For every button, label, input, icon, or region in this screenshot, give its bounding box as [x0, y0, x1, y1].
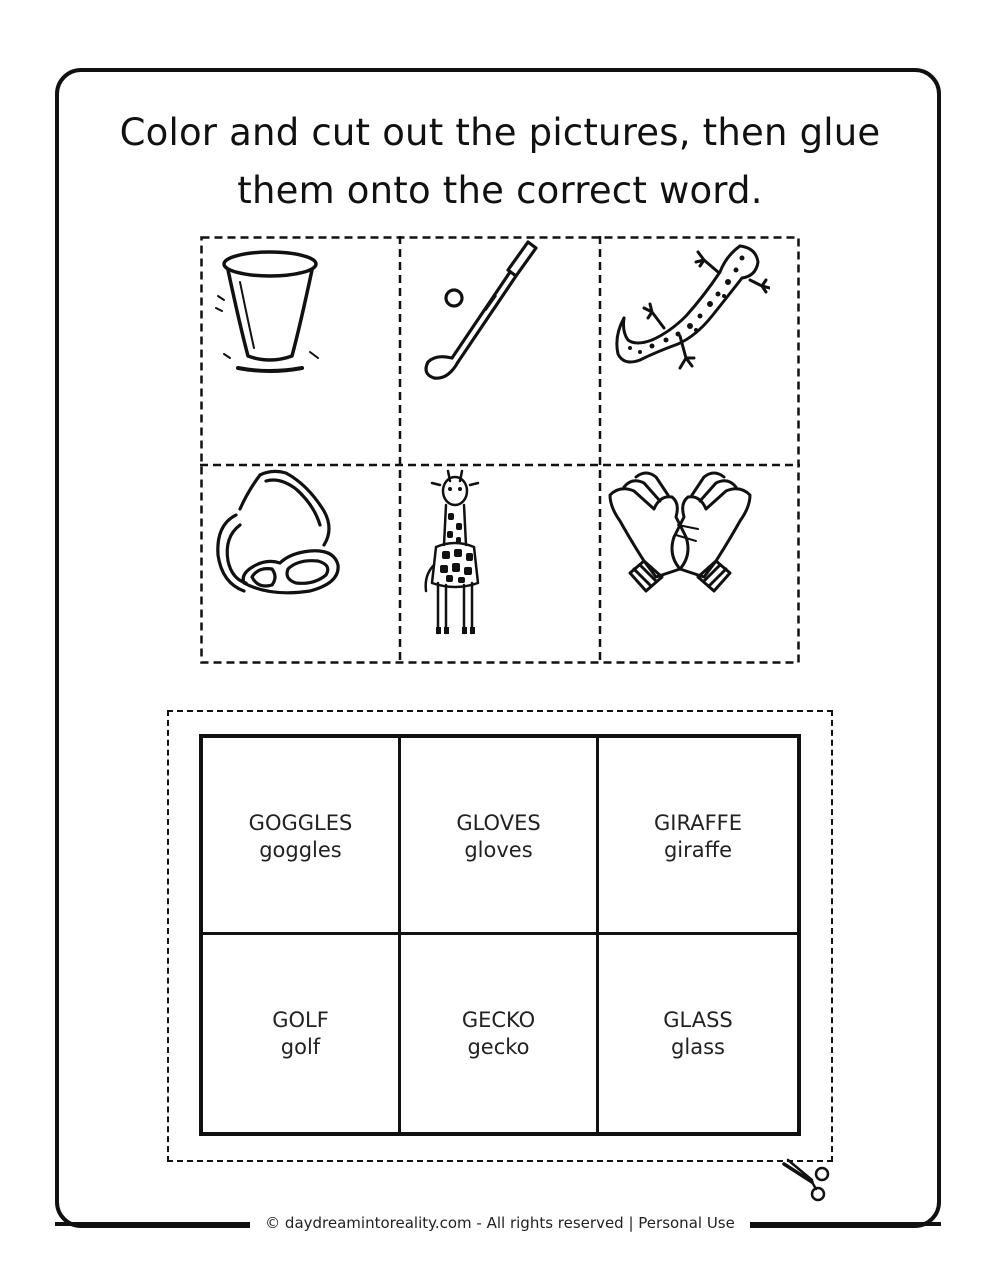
picture-cell-glass[interactable] [200, 236, 400, 465]
picture-cell-golf[interactable] [400, 236, 600, 465]
word-cell-giraffe[interactable] [599, 738, 797, 935]
word-cell-gecko[interactable] [401, 935, 599, 1132]
word-lowercase: glass [671, 1035, 725, 1059]
word-lowercase: golf [280, 1035, 321, 1059]
golf-club-icon [400, 236, 550, 386]
goggles-icon [200, 465, 350, 615]
picture-cell-giraffe[interactable] [400, 465, 600, 664]
word-lowercase: giraffe [663, 838, 733, 862]
word-lowercase: gloves [464, 838, 533, 862]
instructions-line-1: Color and cut out the pictures, then glue [119, 111, 881, 154]
gloves-icon [600, 465, 760, 595]
picture-cutout-grid [200, 236, 800, 664]
instructions-line-2: them onto the correct word. [237, 169, 763, 212]
footer-rule-right [745, 1222, 941, 1226]
word-cell-glass[interactable] [599, 935, 797, 1132]
word-board [199, 734, 801, 1136]
copyright-footer: © daydreamintoreality.com - All rights reserved | Personal Use [250, 1212, 750, 1234]
picture-cell-goggles[interactable] [200, 465, 400, 664]
instructions-heading [60, 104, 940, 220]
word-uppercase: GIRAFFE [654, 811, 742, 835]
word-uppercase: GOLF [272, 1008, 329, 1032]
word-uppercase: GLOVES [456, 811, 541, 835]
word-uppercase: GECKO [461, 1008, 536, 1032]
word-cell-golf[interactable] [203, 935, 401, 1132]
word-cell-goggles[interactable] [203, 738, 401, 935]
glass-icon [200, 236, 340, 376]
word-cell-gloves[interactable] [401, 738, 599, 935]
word-uppercase: GLASS [663, 1008, 733, 1032]
giraffe-icon [400, 465, 510, 645]
word-lowercase: goggles [259, 838, 342, 862]
scissors-icon [782, 1158, 834, 1204]
picture-cell-gecko[interactable] [600, 236, 800, 465]
gecko-icon [600, 236, 770, 386]
picture-cell-gloves[interactable] [600, 465, 800, 664]
word-lowercase: gecko [467, 1035, 530, 1059]
word-uppercase: GOGGLES [248, 811, 353, 835]
footer-rule-left [55, 1222, 255, 1226]
